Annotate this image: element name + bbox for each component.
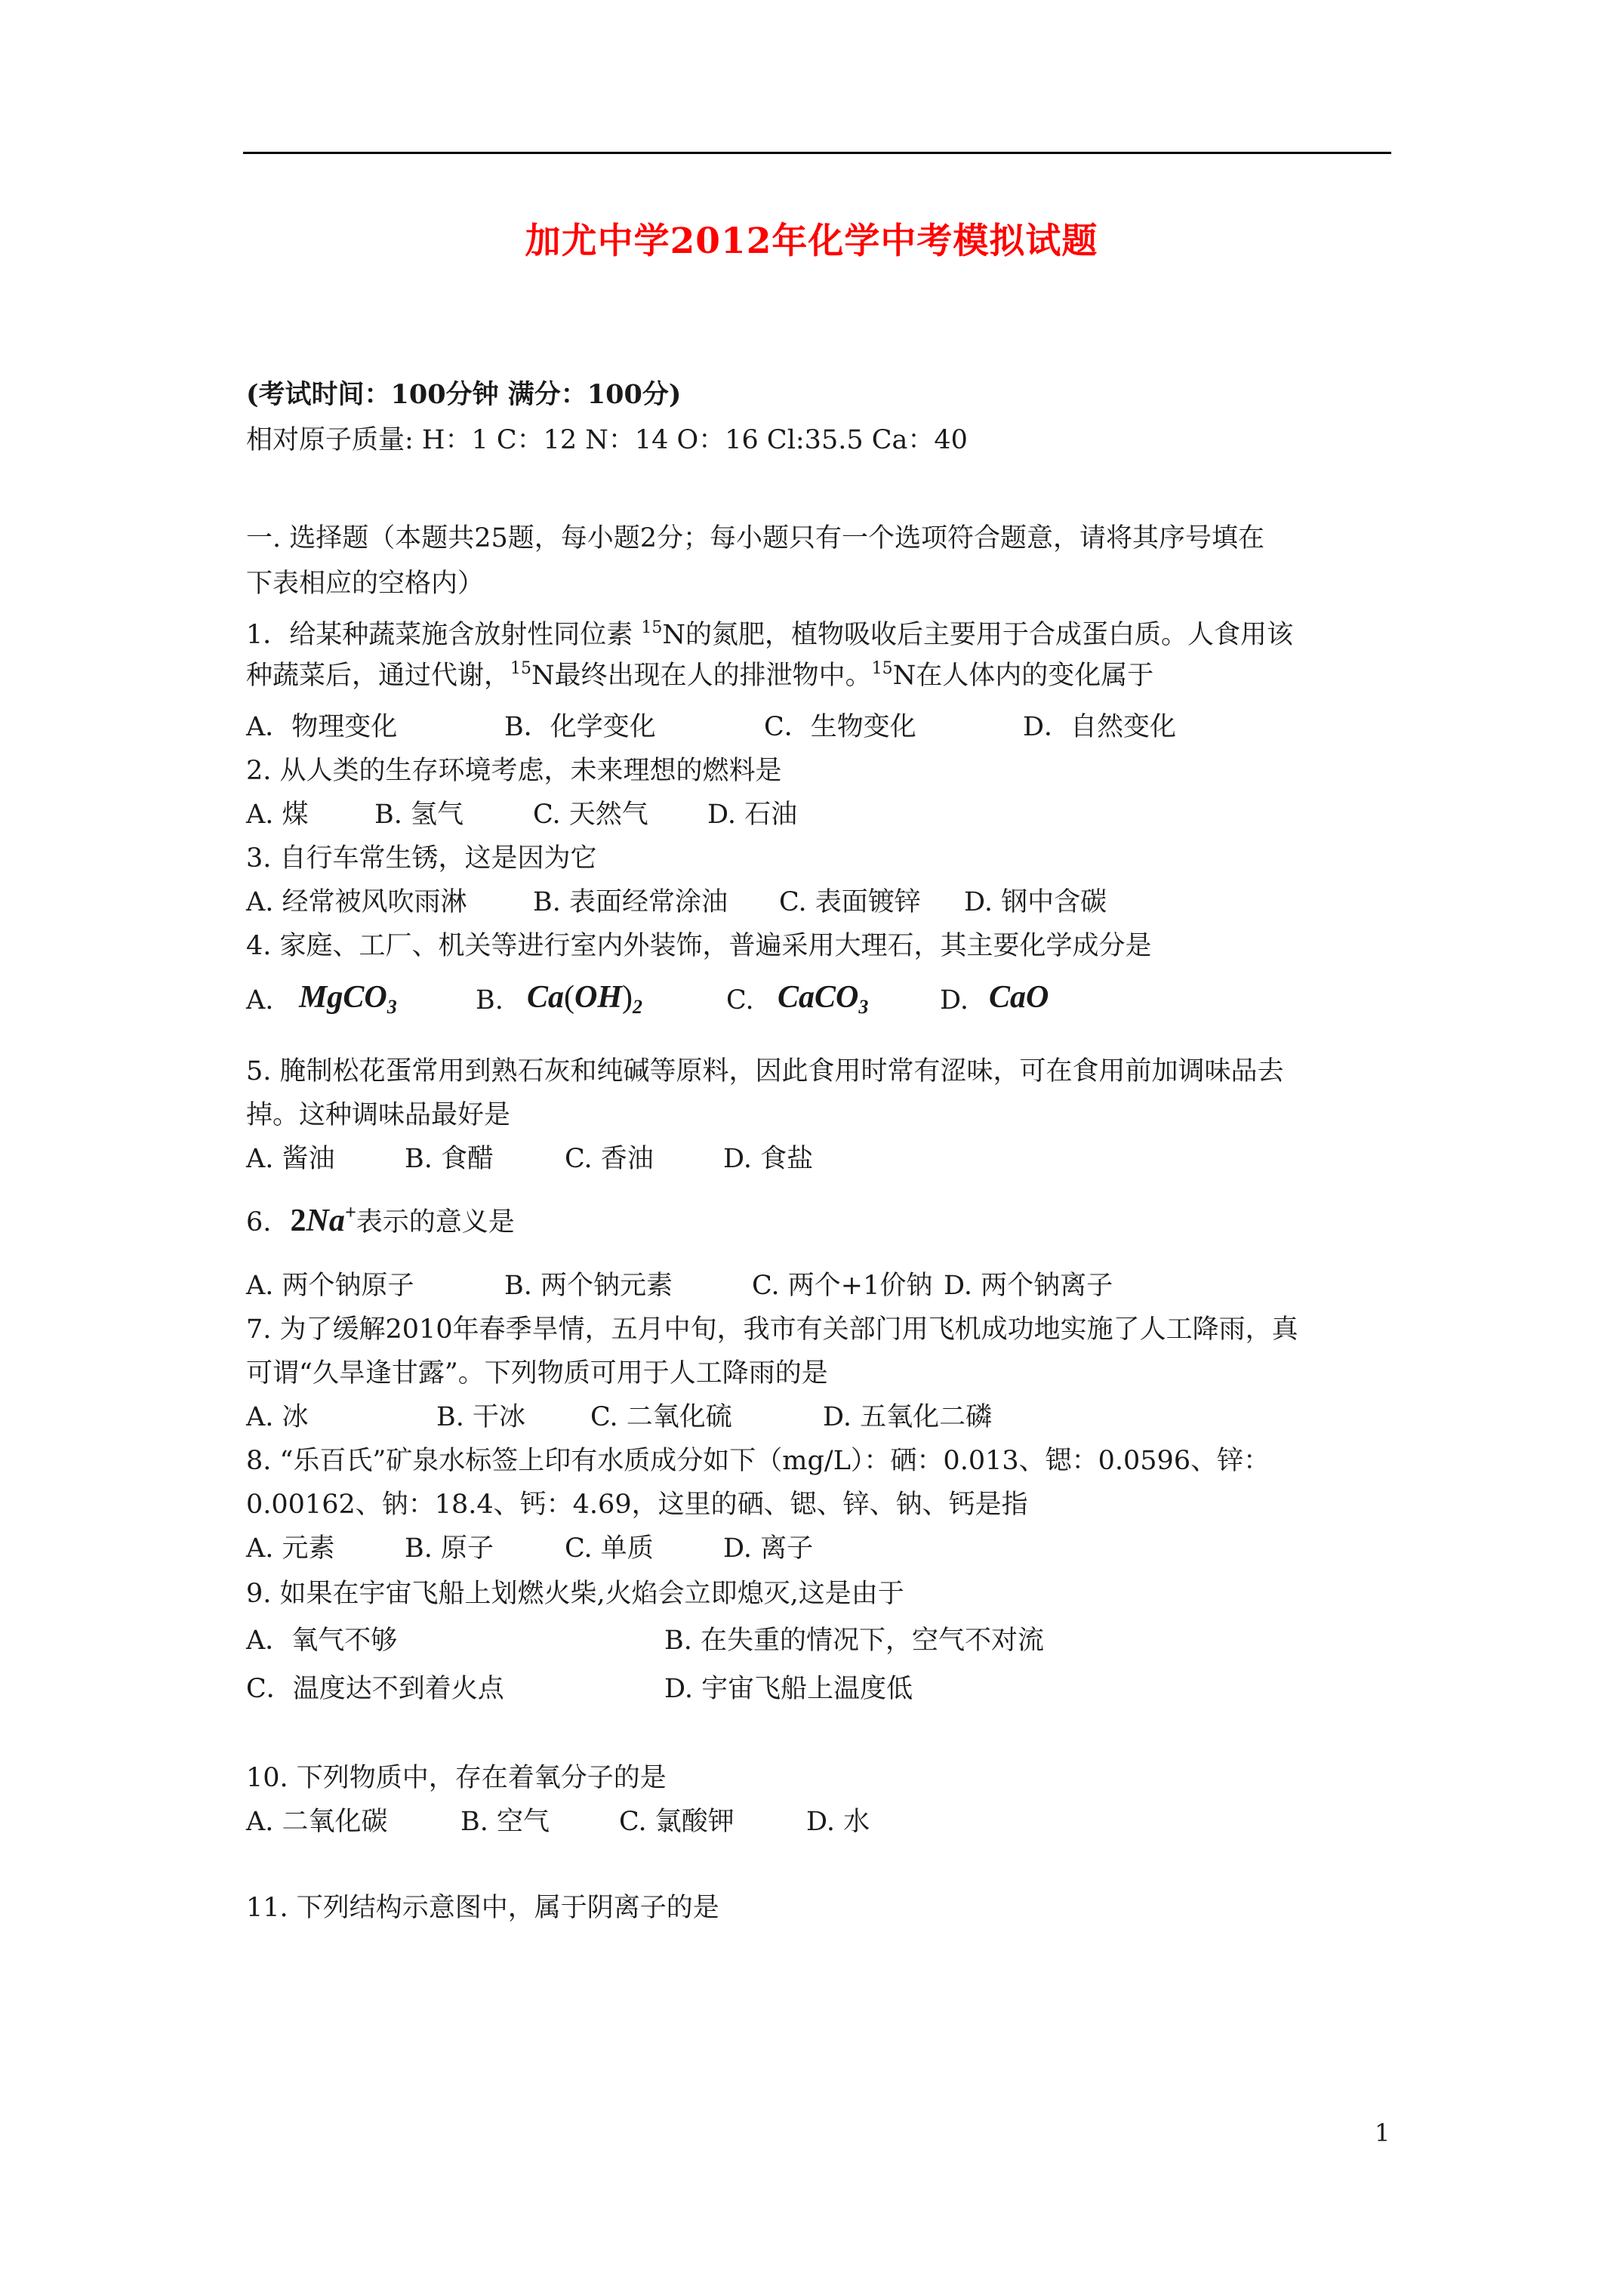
question-10-option-d: D. 水 bbox=[806, 1807, 870, 1837]
question-6-option-b: B. 两个钠元素 bbox=[504, 1271, 673, 1301]
question-5-option-a: A. 酱油 bbox=[246, 1144, 335, 1174]
question-7-line-2: 可谓“久旱逢甘露”。下列物质可用于人工降雨的是 bbox=[246, 1358, 828, 1388]
question-4-formula-cao: CaO bbox=[989, 980, 1049, 1015]
question-10-stem: 10. 下列物质中，存在着氧分子的是 bbox=[246, 1763, 667, 1793]
question-2-option-b: B. 氢气 bbox=[374, 800, 463, 830]
question-9-option-d: D. 宇宙飞船上温度低 bbox=[664, 1674, 913, 1704]
question-8-option-c: C. 单质 bbox=[565, 1533, 654, 1564]
question-9-option-a: A．氧气不够 bbox=[246, 1626, 398, 1656]
question-2-option-a: A. 煤 bbox=[246, 800, 309, 830]
section-heading: 一. 选择题（本题共25题，每小题2分；每小题只有一个选项符合题意，请将其序号填在 bbox=[246, 523, 1265, 553]
question-7-option-c: C. 二氧化硫 bbox=[590, 1402, 732, 1432]
question-3-option-a: A. 经常被风吹雨淋 bbox=[246, 887, 467, 917]
question-3-option-b: B. 表面经常涂油 bbox=[533, 887, 728, 917]
question-1-option-a: A．物理变化 bbox=[246, 712, 398, 742]
question-5-line-2: 掉。这种调味品最好是 bbox=[246, 1100, 511, 1130]
question-7-option-b: B. 干冰 bbox=[436, 1402, 525, 1432]
question-7-line-1: 7. 为了缓解2010年春季旱情，五月中旬，我市有关部门用飞机成功地实施了人工降雨，真 bbox=[246, 1314, 1298, 1345]
question-6-option-c: C. 两个+1价钠 bbox=[752, 1271, 933, 1301]
question-1-line-2: 种蔬菜后，通过代谢，$^{15}$N最终出现在人的排泄物中。$^{15}$N在人体内的变化属于 bbox=[246, 659, 1154, 691]
question-9-stem: 9. 如果在宇宙飞船上划燃火柴,火焰会立即熄灭,这是由于 bbox=[246, 1579, 904, 1609]
section-heading-cont: 下表相应的空格内） bbox=[246, 569, 485, 599]
question-2-option-c: C. 天然气 bbox=[533, 800, 648, 830]
question-3-option-d: D. 钢中含碳 bbox=[964, 887, 1107, 917]
question-6-option-a: A. 两个钠原子 bbox=[246, 1271, 414, 1301]
question-6-coefficient: 2 bbox=[290, 1203, 306, 1238]
question-8-option-d: D. 离子 bbox=[723, 1533, 814, 1564]
question-1-line-1: 1．给某种蔬菜施含放射性同位素 $^{15}$N的氮肥，植物吸收后主要用于合成蛋白质。人食用该 bbox=[246, 618, 1294, 650]
question-7-option-a: A. 冰 bbox=[246, 1402, 309, 1432]
question-3-stem: 3. 自行车常生锈，这是因为它 bbox=[246, 843, 597, 874]
question-2-stem: 2. 从人类的生存环境考虑，未来理想的燃料是 bbox=[246, 756, 782, 786]
question-1-option-d: D．自然变化 bbox=[1023, 712, 1177, 742]
question-6-stem: 6. 2Na+表示的意义是 bbox=[246, 1201, 515, 1238]
question-8-option-b: B. 原子 bbox=[405, 1533, 494, 1564]
question-2-option-d: D. 石油 bbox=[707, 800, 798, 830]
question-10-option-c: C. 氯酸钾 bbox=[619, 1807, 735, 1837]
question-1-option-b: B．化学变化 bbox=[504, 712, 656, 742]
question-9-option-c: C．温度达不到着火点 bbox=[246, 1674, 504, 1704]
question-5-option-d: D. 食盐 bbox=[723, 1144, 814, 1174]
question-9-option-b: B. 在失重的情况下，空气不对流 bbox=[664, 1626, 1044, 1656]
question-6-option-d: D. 两个钠离子 bbox=[944, 1271, 1113, 1301]
question-7-option-d: D. 五氧化二磷 bbox=[823, 1402, 993, 1432]
question-8-line-2: 0.00162、钠：18.4、钙：4.69，这里的硒、锶、锌、钠、钙是指 bbox=[246, 1490, 1028, 1520]
question-4-formula-caco3: CaCO$_3$ bbox=[778, 980, 869, 1018]
question-4-option-a-label: A. bbox=[246, 985, 274, 1015]
question-4-option-d-label: D. bbox=[940, 985, 969, 1015]
question-5-option-b: B. 食醋 bbox=[405, 1144, 494, 1174]
question-3-option-c: C. 表面镀锌 bbox=[779, 887, 921, 917]
question-4-option-c-label: C. bbox=[726, 985, 754, 1015]
question-5-option-c: C. 香油 bbox=[565, 1144, 654, 1174]
question-4-option-b-label: B. bbox=[476, 985, 504, 1015]
question-10-option-b: B. 空气 bbox=[460, 1807, 550, 1837]
atomic-mass-info: 相对原子质量: H：1 C：12 N：14 O：16 Cl:35.5 Ca：40 bbox=[246, 425, 968, 455]
question-4-stem: 4. 家庭、工厂、机关等进行室内外装饰，普遍采用大理石，其主要化学成分是 bbox=[246, 931, 1152, 961]
question-8-option-a: A. 元素 bbox=[246, 1533, 335, 1564]
question-8-line-1: 8. “乐百氏”矿泉水标签上印有水质成分如下（mg/L）：硒：0.013、锶：0.0596、锌： bbox=[246, 1446, 1270, 1476]
exam-info: (考试时间：100分钟 满分：100分) bbox=[246, 379, 682, 410]
question-1-option-c: C．生物变化 bbox=[764, 712, 916, 742]
question-4-formula-mgco3: MgCO$_3$ bbox=[299, 980, 397, 1018]
question-10-option-a: A. 二氧化碳 bbox=[246, 1807, 388, 1837]
page-title: 加尤中学2012年化学中考模拟试题 bbox=[525, 220, 1098, 262]
question-5-line-1: 5. 腌制松花蛋常用到熟石灰和纯碱等原料，因此食用时常有涩味，可在食用前加调味品去 bbox=[246, 1056, 1284, 1086]
question-4-formula-caoh2: $Ca(OH)_2$ bbox=[527, 980, 643, 1018]
question-11-stem: 11. 下列结构示意图中，属于阴离子的是 bbox=[246, 1893, 719, 1923]
header-rule bbox=[243, 152, 1391, 154]
question-6-formula: Na+ bbox=[306, 1201, 356, 1238]
page-number: 1 bbox=[1375, 2119, 1390, 2147]
